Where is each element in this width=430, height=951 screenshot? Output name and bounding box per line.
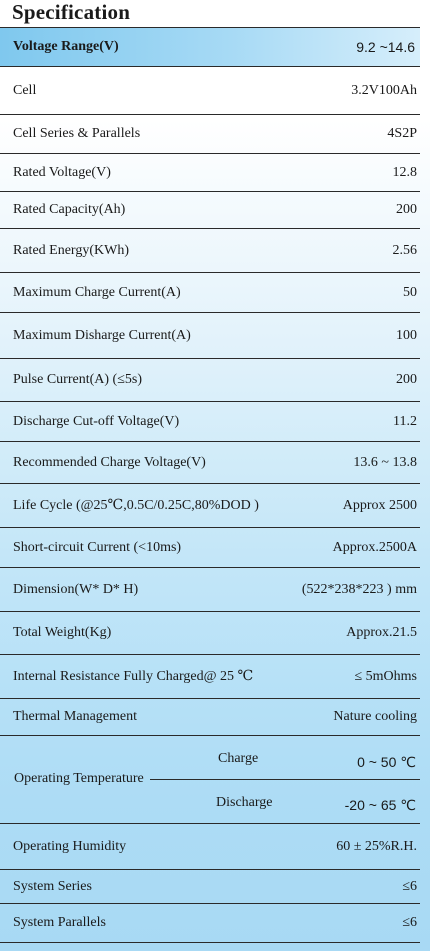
spec-value: ≤6 <box>402 915 417 930</box>
spec-row-system-series <box>0 870 420 904</box>
spec-label: Cell <box>13 82 37 98</box>
spec-label: Life Cycle (@25℃,0.5C/0.25C,80%DOD ) <box>13 498 259 513</box>
spec-label: Maximum Disharge Current(A) <box>13 327 191 343</box>
spec-row-max-charge-current <box>0 273 420 313</box>
spec-value: Approx.21.5 <box>346 625 417 640</box>
spec-value: 2.56 <box>392 242 417 258</box>
spec-label: Short-circuit Current (<10ms) <box>13 539 182 555</box>
discharge-label: Discharge <box>216 795 273 810</box>
discharge-value: -20 ~ 65 ℃ <box>344 797 416 813</box>
charge-value: 0 ~ 50 ℃ <box>357 754 416 770</box>
spec-row-discharge-cutoff <box>0 402 420 442</box>
spec-label: Rated Capacity(Ah) <box>13 202 126 217</box>
charge-label: Charge <box>218 751 259 766</box>
spec-value: 100 <box>396 327 417 343</box>
operating-temperature-divider <box>150 779 420 780</box>
spec-label: Recommended Charge Voltage(V) <box>13 454 206 470</box>
spec-label: Rated Voltage(V) <box>13 164 111 180</box>
spec-value: 9.2 ~14.6 <box>356 39 415 55</box>
spec-value: Approx 2500 <box>342 497 417 513</box>
spec-label: Maximum Charge Current(A) <box>13 284 181 300</box>
spec-row-recommended-charge-voltage <box>0 442 420 484</box>
spec-row-thermal-management <box>0 699 420 736</box>
spec-label: Total Weight(Kg) <box>13 625 112 640</box>
spec-value: 60 ± 25%R.H. <box>336 838 417 854</box>
spec-value: 13.6 ~ 13.8 <box>353 454 417 470</box>
spec-value: 12.8 <box>392 164 417 180</box>
spec-value: Nature cooling <box>333 709 417 724</box>
spec-row-voltage-range <box>0 27 420 67</box>
spec-row-short-circuit-current <box>0 528 420 568</box>
spec-row-rated-energy <box>0 229 420 273</box>
spec-value: 4S2P <box>387 126 417 141</box>
spec-row-dimension <box>0 568 420 612</box>
spec-row-operating-humidity <box>0 824 420 870</box>
spec-label: Rated Energy(KWh) <box>13 242 129 258</box>
spec-label: Internal Resistance Fully Charged@ 25 ℃ <box>13 669 254 684</box>
spec-value: 200 <box>396 202 417 217</box>
spec-row-life-cycle <box>0 484 420 528</box>
spec-label: Voltage Range(V) <box>13 39 119 54</box>
page-title: Specification <box>12 0 131 24</box>
spec-value: Approx.2500A <box>332 539 417 555</box>
spec-value: 11.2 <box>393 413 417 429</box>
spec-value: 200 <box>396 372 417 387</box>
spec-label: Pulse Current(A) (≤5s) <box>13 372 142 387</box>
spec-row-cell-series <box>0 115 420 154</box>
spec-row-total-weight <box>0 612 420 655</box>
spec-value: ≤6 <box>402 878 417 894</box>
spec-label: System Series <box>13 878 92 894</box>
spec-row-rated-voltage <box>0 154 420 192</box>
spec-label: Discharge Cut-off Voltage(V) <box>13 413 180 429</box>
spec-row-internal-resistance <box>0 655 420 699</box>
spec-row-system-parallels <box>0 904 420 943</box>
spec-row-pulse-current <box>0 359 420 402</box>
spec-value: 50 <box>403 284 417 300</box>
spec-label: Operating Humidity <box>13 838 127 854</box>
spec-label: Cell Series & Parallels <box>13 126 141 141</box>
operating-temperature-label: Operating Temperature <box>14 771 144 786</box>
spec-label: Thermal Management <box>13 709 138 724</box>
spec-value: 3.2V100Ah <box>351 82 417 98</box>
spec-row-cell <box>0 67 420 115</box>
spec-value: (522*238*223 ) mm <box>301 581 417 597</box>
spec-row-max-discharge-current <box>0 313 420 359</box>
spec-label: Dimension(W* D* H) <box>13 581 139 597</box>
spec-row-rated-capacity <box>0 192 420 229</box>
spec-value: ≤ 5mOhms <box>354 668 417 684</box>
spec-label: System Parallels <box>13 915 106 930</box>
